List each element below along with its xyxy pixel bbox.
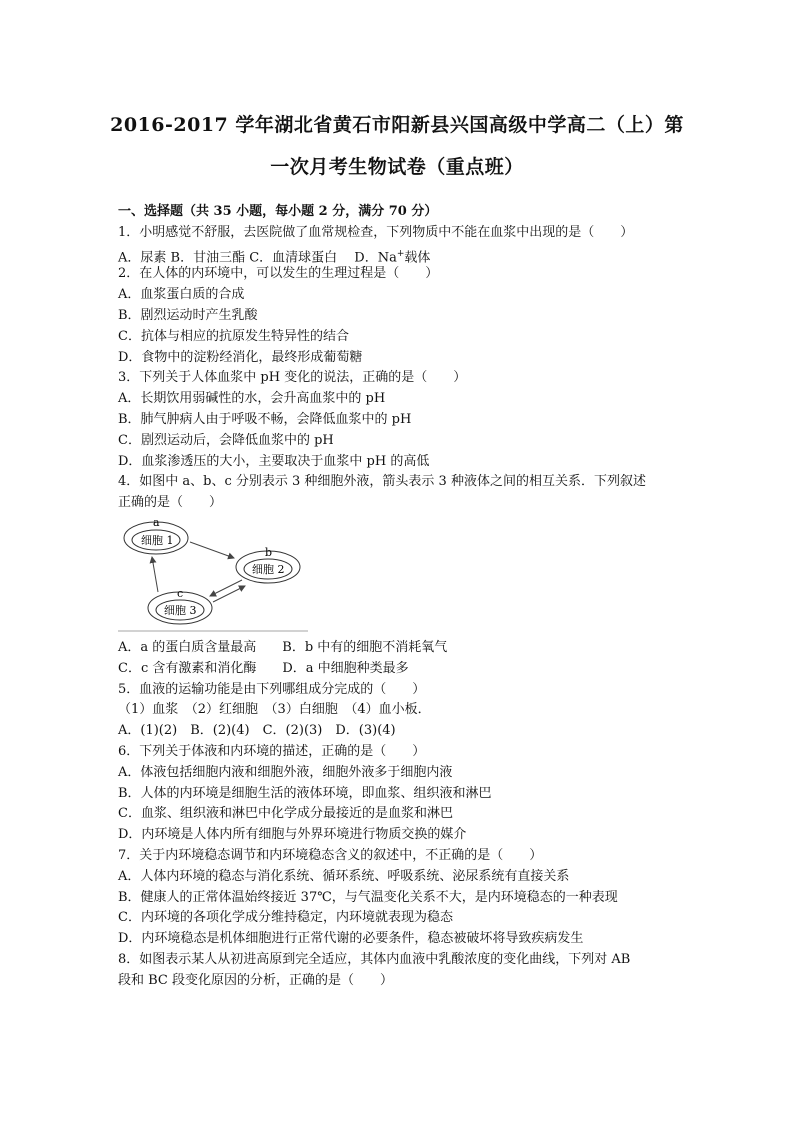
q2-option-c: C．抗体与相应的抗原发生特异性的结合 <box>118 328 349 344</box>
q4-diagram <box>118 516 318 634</box>
fluid-c-letter: c <box>177 586 184 600</box>
q3-stem: 3．下列关于人体血浆中 pH 变化的说法，正确的是（ ） <box>118 370 467 386</box>
q4-diagram-svg <box>118 516 318 634</box>
q2-option-d: D．食物中的淀粉经消化，最终形成葡萄糖 <box>118 349 363 365</box>
arrow-c-to-a <box>152 557 158 592</box>
q6-option-b: B．人体的内环境是细胞生活的液体环境，即血浆、组织液和淋巴 <box>118 785 492 801</box>
q1-options-text: A．尿素 B．甘油三酯 C．血清球蛋白 D．Na <box>118 249 397 265</box>
q4-options-cd: C．c 含有激素和消化酶 D．a 中细胞种类最多 <box>118 660 409 676</box>
q4-stem-line-1: 4．如图中 a、b、c 分别表示 3 种细胞外液，箭头表示 3 种液体之间的相互关系．下列叙述 <box>118 474 646 490</box>
q8-stem-line-2: 段和 BC 段变化原因的分析，正确的是（ ） <box>118 972 394 988</box>
q5-options: A．(1)(2) B．(2)(4) C．(2)(3) D．(3)(4) <box>118 723 396 739</box>
q3-option-a: A．长期饮用弱碱性的水，会升高血浆中的 pH <box>118 391 386 407</box>
q6-stem: 6．下列关于体液和内环境的描述，正确的是（ ） <box>118 743 426 759</box>
q7-option-c: C．内环境的各项化学成分维持稳定，内环境就表现为稳态 <box>118 910 453 926</box>
q1-options <box>118 244 678 265</box>
q1-superscript: + <box>396 248 405 259</box>
q3-option-b: B．肺气肿病人由于呼吸不畅，会降低血浆中的 pH <box>118 411 412 427</box>
q5-items: （1）血浆 （2）红细胞 （3）白细胞 （4）血小板． <box>118 702 431 718</box>
q6-option-d: D．内环境是人体内所有细胞与外界环境进行物质交换的媒介 <box>118 827 467 843</box>
exam-title-line-2: 一次月考生物试卷（重点班） <box>270 156 524 178</box>
q3-option-d: D．血浆渗透压的大小，主要取决于血浆中 pH 的高低 <box>118 453 430 469</box>
section-heading: 一、选择题（共 35 小题，每小题 2 分，满分 70 分） <box>118 204 438 219</box>
q4-stem-line-2: 正确的是（ ） <box>118 495 223 511</box>
arrow-b-to-c <box>210 580 242 596</box>
q1-stem: 1．小明感觉不舒服，去医院做了血常规检查，下列物质中不能在血浆中出现的是（ ） <box>118 224 634 240</box>
arrow-c-to-b <box>213 586 245 602</box>
fluid-a-letter: a <box>153 515 160 529</box>
cell-2-label: 细胞 2 <box>252 562 285 576</box>
q7-stem: 7．关于内环境稳态调节和内环境稳态含义的叙述中，不正确的是（ ） <box>118 847 543 863</box>
cell-1-label: 细胞 1 <box>141 533 174 547</box>
q1-options-tail: 载体 <box>404 249 431 265</box>
fluid-b-letter: b <box>265 545 273 559</box>
q2-option-a: A．血浆蛋白质的合成 <box>118 287 245 303</box>
q3-option-c: C．剧烈运动后，会降低血浆中的 pH <box>118 432 334 448</box>
q7-option-a: A．人体内环境的稳态与消化系统、循环系统、呼吸系统、泌尿系统有直接关系 <box>118 868 570 884</box>
q4-options-ab: A．a 的蛋白质含量最高 B．b 中有的细胞不消耗氧气 <box>118 639 448 655</box>
q7-option-d: D．内环境稳态是机体细胞进行正常代谢的必要条件，稳态被破坏将导致疾病发生 <box>118 931 584 947</box>
exam-content <box>118 202 678 992</box>
exam-title-line-1: 2016-2017 学年湖北省黄石市阳新县兴国高级中学高二（上）第 <box>110 114 684 136</box>
q8-stem-line-1: 8．如图表示某人从初进高原到完全适应，其体内血液中乳酸浓度的变化曲线，下列对 AB <box>118 951 631 967</box>
q7-option-b: B．健康人的正常体温始终接近 37℃，与气温变化关系不大，是内环境稳态的一种表现 <box>118 889 618 905</box>
q6-option-c: C．血浆、组织液和淋巴中化学成分最接近的是血浆和淋巴 <box>118 806 453 822</box>
q6-option-a: A．体液包括细胞内液和细胞外液，细胞外液多于细胞内液 <box>118 764 453 780</box>
q5-stem: 5．血液的运输功能是由下列哪组成分完成的（ ） <box>118 681 426 697</box>
q2-option-b: B．剧烈运动时产生乳酸 <box>118 307 258 323</box>
q2-stem: 2．在人体的内环境中，可以发生的生理过程是（ ） <box>118 266 439 282</box>
cell-3-label: 细胞 3 <box>164 603 197 617</box>
arrow-a-to-b <box>190 542 234 558</box>
